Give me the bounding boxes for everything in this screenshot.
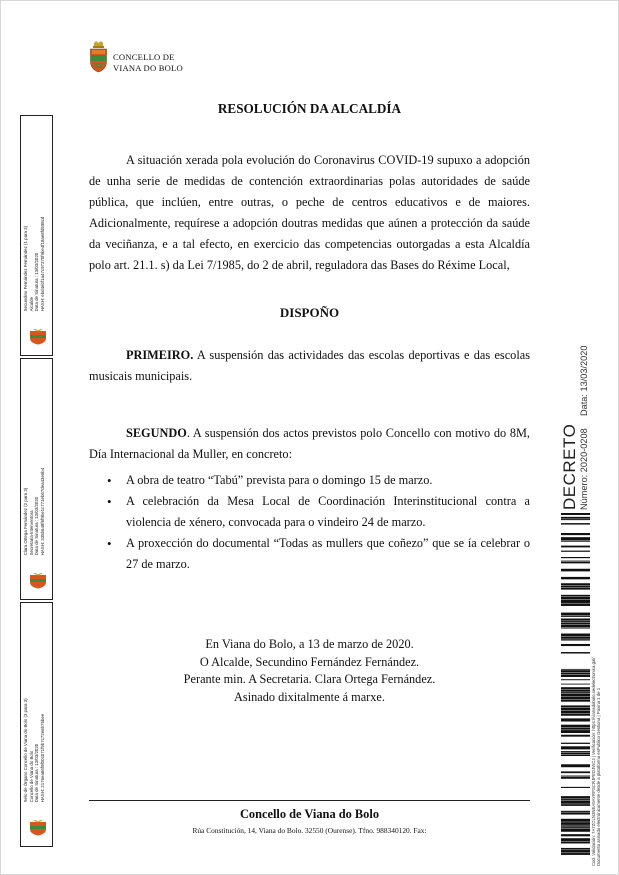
segundo-label: SEGUNDO — [126, 426, 187, 440]
signer-role: Alcalde — [28, 296, 34, 311]
signature-hash: HASH: ebd4ebf1a47c97370f9be4f18ae8fd598cd — [39, 216, 45, 311]
list-item: • A proxección do documental “Todas as mullers que coñezo” que se ía celebrar o 27 de marzo. — [89, 533, 530, 575]
signature-hash: HASH: 2176ea86f9f00c071f9b7c72e6b76bee — [39, 713, 45, 802]
coat-of-arms-icon — [28, 820, 48, 836]
decreto-number: Número: 2020-0208 — [579, 428, 589, 510]
document-title: RESOLUCIÓN DA ALCALDÍA — [217, 101, 402, 116]
signature-line-3: Perante min. A Secretaria. Clara Ortega Fernández. — [183, 672, 436, 686]
signature-box-text — [23, 216, 45, 311]
signer-role: Concello de Viana do Bolo — [28, 750, 34, 802]
primeiro-label: PRIMEIRO. — [126, 348, 194, 362]
signer-name: Secundino Fernández Fernández (1 para 3) — [23, 225, 28, 311]
segundo-list — [89, 470, 530, 575]
barcode — [561, 513, 590, 863]
signature-box-2 — [20, 358, 53, 600]
logo-line-2: VIANA DO BOLO — [113, 63, 183, 73]
signature-box-1 — [20, 115, 53, 356]
signature-date: Data de Sinatura : 13/03/2020 — [34, 743, 40, 802]
footer-organization: Concello de Viana do Bolo — [239, 807, 380, 821]
signer-role: Secretaria-Interventora — [28, 510, 34, 555]
intro-paragraph: A situación xerada pola evolución do Coronavirus COVID-19 supuxo a adopción de unha serie de medidas de contención extraordinarias polas autoridades de saúde pública, que inclúen, entre outras, o peche de centros educativos e de maiores. Adicionalmente, requírese a adopción doutras medidas que aúnen a protección da saúde da veciñanza, e a tal efecto, en exercicio das competencias outorgadas a esta Alcaldía polo art. 21.1. s) da Lei 7/1985, do 2 de abril, reguladora das Bases do Réxime Local, — [89, 153, 530, 272]
signature-box-3 — [20, 602, 53, 847]
coat-of-arms-icon — [89, 41, 108, 73]
signature-box-text — [23, 698, 45, 802]
signer-name: Selo de Órgano Concello de Viana do Bolo (3 para 3) — [23, 698, 28, 802]
signature-line-2: O Alcalde, Secundino Fernández Fernández. — [199, 654, 420, 669]
signature-line-4: Asinado dixitalmente á marxe. — [234, 689, 385, 704]
logo-text — [113, 52, 183, 74]
list-item: • A celebración da Mesa Local de Coordinación Interinstitucional contra a violencia de xénero, convocada para o vindeiro 24 de marzo. — [89, 491, 530, 533]
decreto-label: DECRETO — [560, 423, 579, 510]
primeiro-paragraph — [89, 345, 530, 387]
validation-code-line-1: Cod. Validación: 7A7ZCLN3NEA9AYRPSCRJPEDJWCJ | Verificación: https://vianadobolo.sedelectronica.gal/ — [591, 657, 596, 866]
signature-box-text — [23, 467, 45, 555]
logo-line-1: CONCELLO DE — [113, 52, 175, 62]
signature-date: Data de Sinatura : 13/03/2020 — [34, 252, 40, 311]
footer-divider — [89, 800, 530, 801]
coat-of-arms-icon — [28, 573, 48, 589]
dispono-heading: DISPOÑO — [279, 305, 340, 320]
validation-code — [591, 658, 602, 867]
signature-date: Data de Sinatura : 13/03/2020 — [34, 496, 40, 555]
signature-hash: HASH: 335b648f6f9be1c771eb67dea43e6b4 — [39, 467, 45, 555]
list-item: • A obra de teatro “Tabú” prevista para o domingo 15 de marzo. — [89, 470, 530, 491]
segundo-paragraph — [89, 423, 530, 465]
signer-name: Clara Ortega Fernández (2 para 3) — [23, 487, 28, 555]
validation-code-line-2: Documento asinado electrónicamente desde a plataforma esPublico Gestiona | Páxina 1 de 1 — [596, 687, 602, 866]
signature-block — [0, 636, 619, 706]
decreto-date: Data: 13/03/2020 — [579, 345, 589, 416]
coat-of-arms-icon — [28, 329, 48, 345]
signature-line-1: En Viana do Bolo, a 13 de marzo de 2020. — [205, 637, 414, 651]
segundo-text: . A suspensión dos actos previstos polo Concello con motivo do 8M, Día Internacional da Muller, en concreto: — [89, 426, 530, 461]
municipal-logo — [89, 41, 183, 74]
primeiro-text: A suspensión das actividades das escolas deportivas e das escolas musicais municipais. — [89, 348, 530, 383]
footer-address: Rúa Constitución, 14, Viana do Bolo. 32550 (Ourense). Tfno. 988340120. Fax: — [192, 826, 427, 835]
